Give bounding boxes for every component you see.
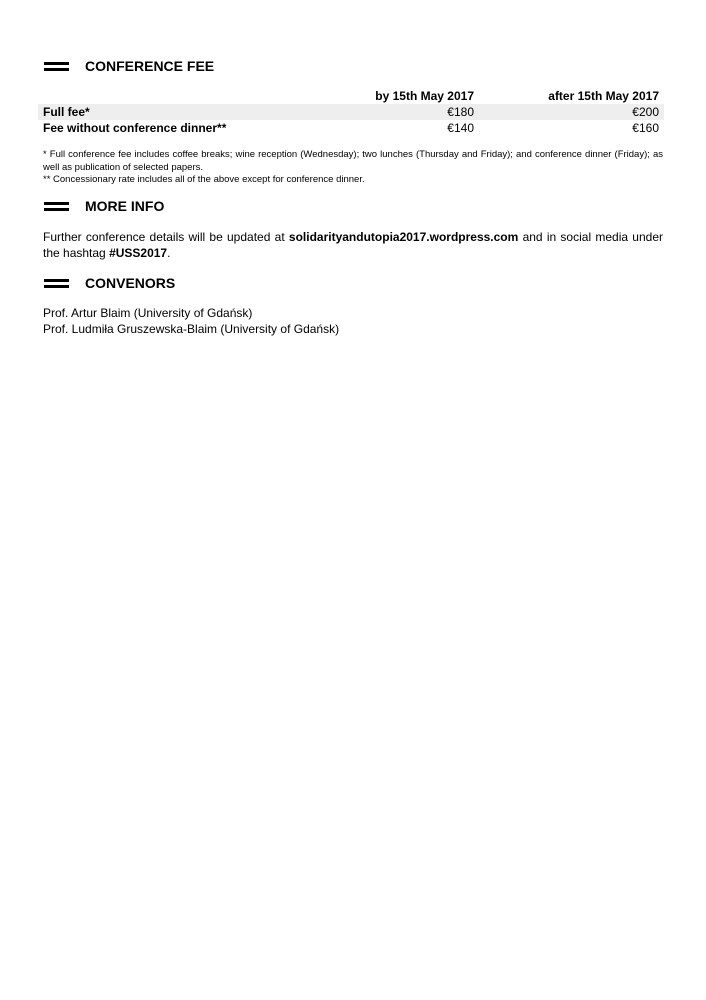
fee-footnotes	[43, 149, 663, 187]
convenors-section-title: CONVENORS	[85, 275, 176, 291]
website-link[interactable]: solidarityandutopia2017.wordpress.com	[288, 230, 519, 244]
convenors-section-header	[44, 274, 176, 292]
double-bar-icon	[44, 60, 69, 72]
table-row	[38, 104, 664, 120]
fee-value: €140	[447, 121, 474, 135]
fee-row-label: Fee without conference dinner**	[43, 121, 227, 135]
convenors-list	[43, 305, 663, 337]
hashtag: #USS2017	[109, 246, 168, 260]
info-section-title: MORE INFO	[85, 198, 165, 214]
fee-column-header: by 15th May 2017	[375, 89, 474, 103]
info-section-header	[44, 197, 165, 215]
fee-row-label: Full fee*	[38, 104, 288, 120]
info-text: and in social media under the hashtag	[43, 230, 663, 260]
info-text: .	[167, 246, 171, 260]
fee-section-title: CONFERENCE FEE	[85, 58, 215, 74]
footnote: ** Concessionary rate includes all of the above except for conference dinner.	[43, 174, 365, 185]
convenor-name: Prof. Ludmiła Gruszewska-Blaim (University of Gdańsk)	[43, 322, 340, 336]
fee-value: €200	[479, 104, 664, 120]
footnote: * Full conference fee includes coffee breaks; wine reception (Wednesday); two lunches (Thursday and Friday); and conference dinner (Friday); as well as publication of selected papers.	[43, 149, 663, 173]
double-bar-icon	[44, 277, 69, 289]
fee-table-header-row	[38, 88, 664, 104]
fee-table	[38, 88, 664, 136]
fee-section-header	[44, 57, 215, 75]
fee-table-corner	[38, 88, 288, 104]
double-bar-icon	[44, 200, 69, 212]
fee-column-header: after 15th May 2017	[548, 89, 659, 103]
info-text: Further conference details will be updated at	[43, 230, 289, 244]
fee-value: €160	[632, 121, 659, 135]
info-paragraph	[43, 229, 663, 261]
fee-value: €180	[288, 104, 479, 120]
convenor-name: Prof. Artur Blaim (University of Gdańsk)	[43, 306, 253, 320]
table-row	[38, 120, 664, 136]
